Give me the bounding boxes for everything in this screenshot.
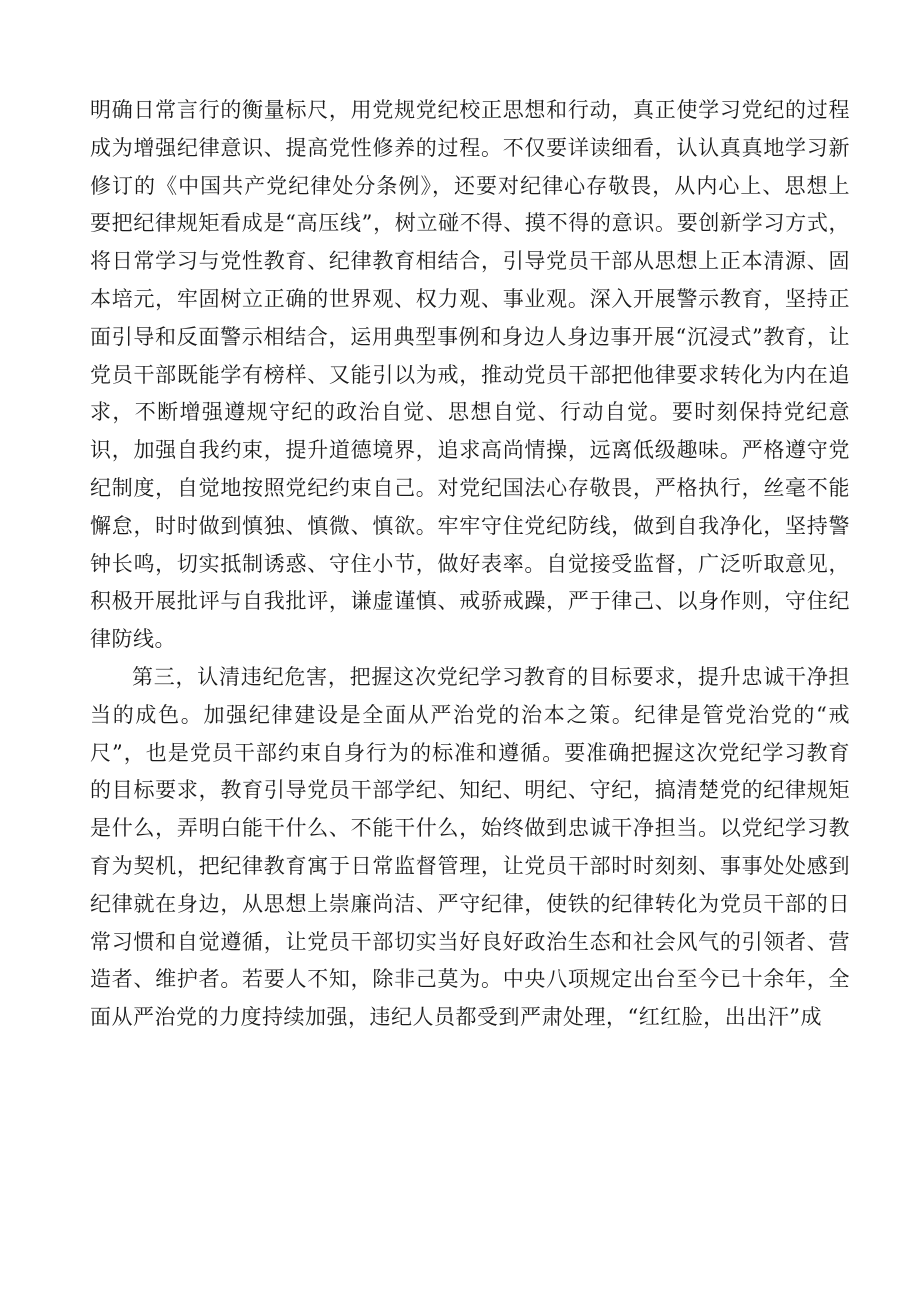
paragraph-continued: 明确日常言行的衡量标尺，用党规党纪校正思想和行动，真正使学习党纪的过程成为增强纪律意识、提高党性修养的过程。不仅要详读细看，认认真真地学习新修订的《中国共产党纪律处分条例》，还要对纪律心存敬畏，从内心上、思想上要把纪律规矩看成是“高压线”，树立碰不得、摸不得的意识。要创新学习方式，将日常学习与党性教育、纪律教育相结合，引导党员干部从思想上正本清源、固本培元，牢固树立正确的世界观、权力观、事业观。深入开展警示教育，坚持正面引导和反面警示相结合，运用典型事例和身边人身边事开展“沉浸式”教育，让党员干部既能学有榜样、又能引以为戒，推动党员干部把他律要求转化为内在追求，不断增强遵规守纪的政治自觉、思想自觉、行动自觉。要时刻保持党纪意识，加强自我约束，提升道德境界，追求高尚情操，远离低级趣味。严格遵守党纪制度，自觉地按照党纪约束自己。对党纪国法心存敬畏，严格执行，丝毫不能懈怠，时时做到慎独、慎微、慎欲。牢牢守住党纪防线，做到自我净化，坚持警钟长鸣，切实抵制诱惑、守住小节，做好表率。自觉接受监督，广泛听取意见，积极开展批评与自我批评，谦虚谨慎、戒骄戒躁，严于律己、以身作则，守住纪律防线。 <box>90 98 850 652</box>
paragraph-third-point: 第三，认清违纪危害，把握这次党纪学习教育的目标要求，提升忠诚干净担当的成色。加强纪律建设是全面从严治党的治本之策。纪律是管党治党的“戒尺”，也是党员干部约束自身行为的标准和遵循。要准确把握这次党纪学习教育的目标要求，教育引导党员干部学纪、知纪、明纪、守纪，搞清楚党的纪律规矩是什么，弄明白能干什么、不能干什么，始终做到忠诚干净担当。以党纪学习教育为契机，把纪律教育寓于日常监督管理，让党员干部时时刻刻、事事处处感到纪律就在身边，从思想上崇廉尚洁、严守纪律，使铁的纪律转化为党员干部的日常习惯和自觉遵循，让党员干部切实当好良好政治生态和社会风气的引领者、营造者、维护者。若要人不知，除非己莫为。中央八项规定出台至今已十余年，全面从严治党的力度持续加强，违纪人员都受到严肃处理，“红红脸，出出汗”成 <box>90 664 850 1030</box>
document-body <box>90 92 850 1037</box>
